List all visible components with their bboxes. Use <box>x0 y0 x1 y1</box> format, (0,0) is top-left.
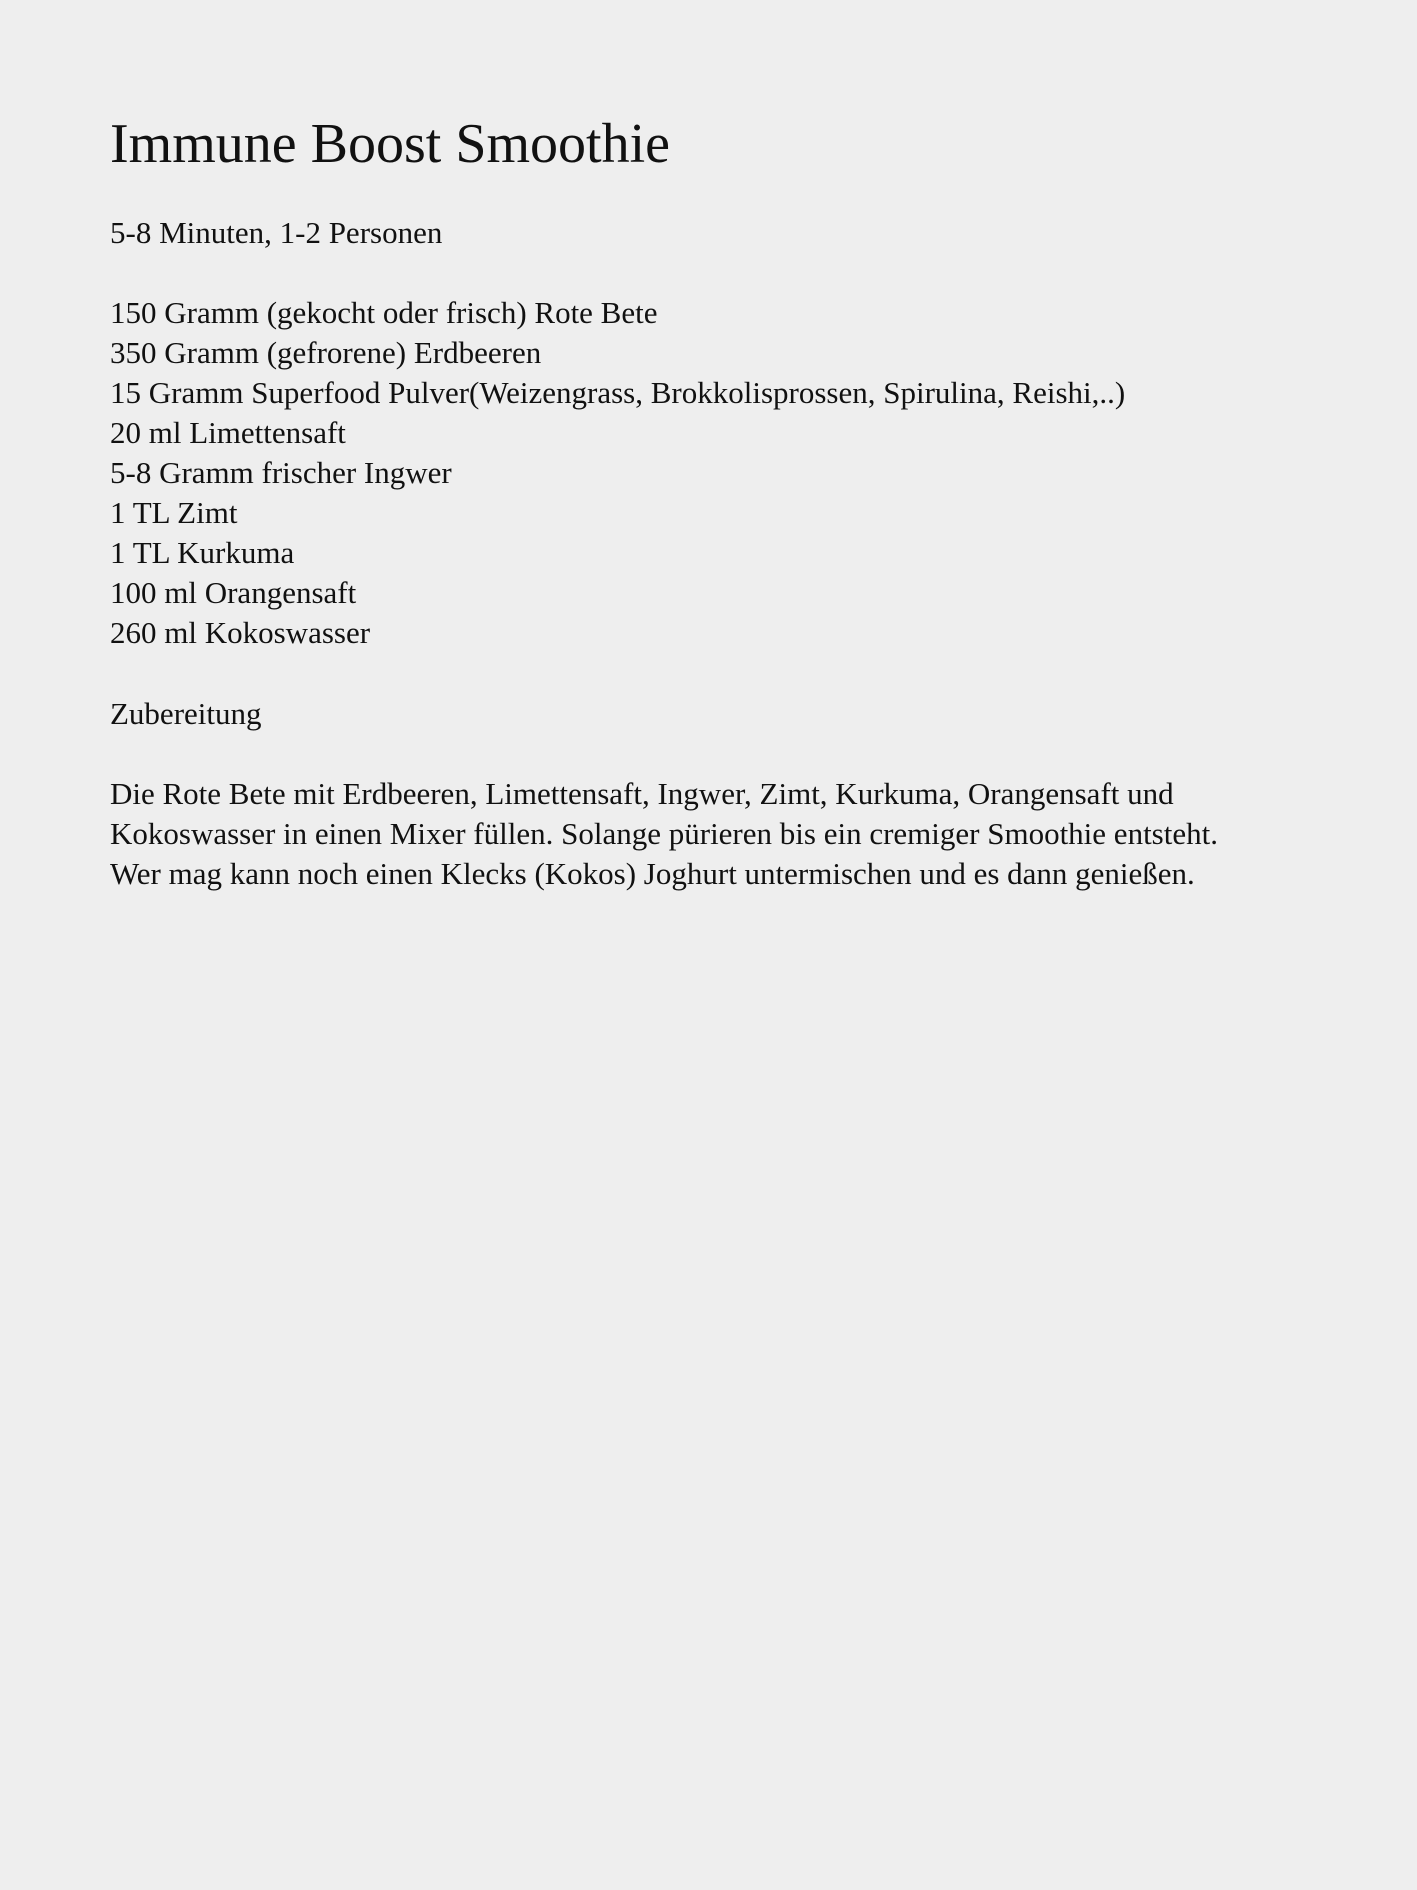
ingredient-item: 100 ml Orangensaft <box>110 575 357 610</box>
preparation-heading: Zubereitung <box>110 696 262 731</box>
preparation-line: Wer mag kann noch einen Klecks (Kokos) Joghurt untermischen und es dann genießen. <box>110 856 1195 891</box>
ingredient-item: 5-8 Gramm frischer Ingwer <box>110 455 452 490</box>
ingredient-item: 1 TL Zimt <box>110 495 238 530</box>
ingredient-list <box>110 293 1125 653</box>
ingredient-item: 20 ml Limettensaft <box>110 415 346 450</box>
recipe-title: Immune Boost Smoothie <box>110 113 670 175</box>
ingredient-item: 1 TL Kurkuma <box>110 535 295 570</box>
ingredient-item: 15 Gramm Superfood Pulver(Weizengrass, Brokkolisprossen, Spirulina, Reishi,..) <box>110 375 1126 410</box>
recipe-meta: 5-8 Minuten, 1-2 Personen <box>110 215 443 250</box>
ingredient-item: 260 ml Kokoswasser <box>110 615 371 650</box>
preparation-line: Die Rote Bete mit Erdbeeren, Limettensaft, Ingwer, Zimt, Kurkuma, Orangensaft und <box>110 776 1174 811</box>
ingredient-item: 150 Gramm (gekocht oder frisch) Rote Bete <box>110 295 658 330</box>
preparation-line: Kokoswasser in einen Mixer füllen. Solange pürieren bis ein cremiger Smoothie entsteht. <box>110 816 1218 851</box>
ingredient-item: 350 Gramm (gefrorene) Erdbeeren <box>110 335 542 370</box>
preparation-text <box>110 774 1360 894</box>
